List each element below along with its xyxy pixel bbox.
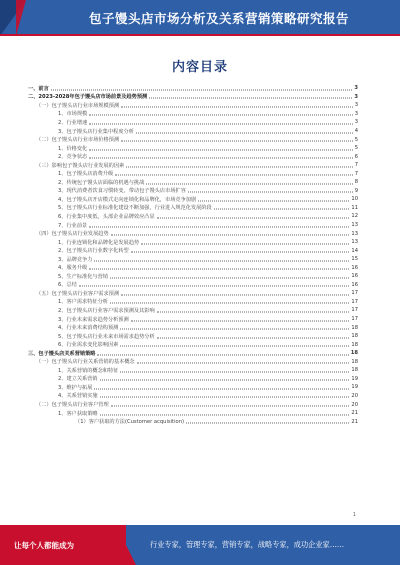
footer-slant-decoration	[116, 525, 136, 565]
toc-entry-label: 6、行业集中度低，头部企业品牌效应凸显	[58, 213, 155, 220]
toc-entry-label: （四）包子馒头店行业发展趋势	[36, 231, 109, 238]
toc-entry[interactable]	[28, 383, 358, 392]
toc-entry-page: 18	[351, 324, 358, 331]
toc-entry-page: 20	[351, 392, 358, 399]
toc-entry-label: （一）包子馒头店行业关系营销的基本概念	[36, 359, 135, 366]
toc-entry-label: 3、品牌竞争力	[58, 256, 93, 263]
toc-entry-page: 16	[351, 264, 358, 271]
toc-entry-label: 4、行业未来消费结构预测	[58, 325, 119, 332]
toc-entry[interactable]	[28, 144, 358, 153]
toc-entry-label: 5、生产标准化与营销	[58, 273, 108, 280]
toc-entry-page: 7	[354, 170, 358, 177]
toc-entry-label: 5、包子馒头店行业未来市场需求趋势分析	[58, 333, 155, 340]
toc-leader-dots	[89, 115, 352, 116]
toc-leader-dots	[131, 320, 350, 321]
toc-entry-page: 21	[351, 410, 358, 417]
toc-entry-page: 6	[354, 153, 358, 160]
toc-entry[interactable]	[28, 409, 358, 418]
toc-entry[interactable]	[28, 366, 358, 375]
toc-entry[interactable]	[28, 195, 358, 204]
toc-entry-page: 13	[351, 239, 358, 246]
toc-entry[interactable]	[28, 212, 358, 221]
toc-entry[interactable]	[28, 306, 358, 315]
toc-leader-dots	[146, 183, 352, 184]
toc-entry-page: 17	[351, 307, 358, 314]
toc-entry-page: 3	[354, 85, 358, 92]
toc-entry-page: 16	[351, 273, 358, 280]
toc-leader-dots	[110, 303, 349, 304]
toc-entry[interactable]	[28, 358, 358, 367]
toc-leader-dots	[120, 371, 349, 372]
toc-entry[interactable]	[28, 340, 358, 349]
toc-entry-page: 14	[351, 247, 358, 254]
toc-leader-dots	[89, 123, 352, 124]
toc-entry[interactable]	[28, 187, 358, 196]
toc-leader-dots	[149, 98, 352, 99]
document-title: 包子馒头店市场分析及关系营销策略研究报告	[88, 11, 349, 26]
toc-leader-dots	[111, 406, 350, 407]
toc-entry-label: 1、市场规模	[58, 111, 88, 118]
toc-entry[interactable]	[28, 110, 358, 119]
toc-entry[interactable]	[28, 298, 358, 307]
toc-entry[interactable]	[28, 246, 358, 255]
toc-entry-page: 7	[354, 162, 358, 169]
toc-leader-dots	[121, 141, 353, 142]
toc-leader-dots	[100, 397, 350, 398]
toc-leader-dots	[89, 226, 349, 227]
toc-entry-page: 19	[351, 384, 358, 391]
toc-entry-page: 21	[351, 418, 358, 425]
toc-leader-dots	[188, 192, 353, 193]
toc-entry-page: 17	[351, 290, 358, 297]
toc-entry[interactable]	[28, 229, 358, 238]
toc-entry-page: 3	[354, 102, 358, 109]
toc-leader-dots	[110, 277, 349, 278]
toc-leader-dots	[126, 166, 352, 167]
toc-leader-dots	[89, 158, 352, 159]
toc-entry[interactable]	[28, 289, 358, 298]
toc-entry[interactable]	[28, 204, 358, 213]
toc-leader-dots	[121, 294, 349, 295]
toc-entry-label: （一）包子馒头店行业市场规模预测	[36, 102, 120, 109]
toc-entry-page: 13	[351, 222, 358, 229]
toc-entry-page: 18	[351, 341, 358, 348]
toc-entry-label: 5、包子馒头店行业标准化建设不断加强，行业进入规范化发展阶段	[58, 205, 212, 212]
toc-entry[interactable]	[28, 315, 358, 324]
toc-entry-label: 4、服务升级	[58, 265, 88, 272]
toc-entry-page: 19	[351, 375, 358, 382]
footer-slogan: 让每个人都能成为	[14, 541, 74, 550]
toc-entry-page: 5	[354, 145, 358, 152]
toc-entry-label: 3、包子馒头店行业集中程度分析	[58, 128, 134, 135]
toc-entry[interactable]	[28, 221, 358, 230]
toc-entry-label: （三）影响包子馒头店行业发展的因素	[36, 162, 125, 169]
toc-entry[interactable]	[28, 118, 358, 127]
toc-entry[interactable]	[28, 392, 358, 401]
toc-entry-label: 3、现代消费者饮食习惯转变，带动包子馒头店市场扩容	[58, 188, 186, 195]
toc-leader-dots	[121, 106, 353, 107]
toc-entry-page: 10	[351, 196, 358, 203]
toc-entry[interactable]	[28, 178, 358, 187]
toc-entry[interactable]	[28, 375, 358, 384]
header-banner	[0, 0, 400, 36]
toc-entry-label: 4、关系营销实施	[58, 393, 98, 400]
toc-entry-page: 8	[354, 179, 358, 186]
toc-entry[interactable]	[28, 332, 358, 341]
toc-entry-label: 2、包子馒头店行业数字化转型	[58, 248, 129, 255]
toc-entry[interactable]	[28, 417, 358, 426]
toc-entry-page: 3	[354, 110, 358, 117]
toc-leader-dots	[100, 414, 350, 415]
toc-entry-page: 4	[354, 128, 358, 134]
toc-entry-page: 18	[350, 350, 358, 357]
toc-entry-page: 18	[351, 367, 358, 374]
toc-entry-label: （二）包子馒头店行业市场价格预测	[36, 137, 120, 144]
toc-entry-label: 4、包子馒头店开店模式走向连锁化和品牌化，市场竞争加剧	[58, 196, 197, 203]
toc-leader-dots	[131, 252, 350, 253]
toc-leader-dots	[157, 311, 350, 312]
toc-leader-dots	[198, 200, 349, 201]
toc-entry[interactable]	[28, 152, 358, 161]
toc-entry[interactable]	[28, 135, 358, 144]
header-divider	[0, 34, 400, 36]
toc-entry[interactable]	[28, 400, 358, 409]
toc-entry-label: 3、行业未来需求趋势分析预测	[58, 316, 129, 323]
toc-entry[interactable]	[28, 84, 358, 93]
toc-leader-dots	[141, 243, 349, 244]
toc-leader-dots	[157, 337, 350, 338]
toc-entry[interactable]	[28, 161, 358, 170]
toc-leader-dots	[137, 363, 350, 364]
toc-leader-dots	[89, 269, 349, 270]
toc-entry-label: 2、建立关系营销	[58, 376, 98, 383]
toc-leader-dots	[136, 132, 353, 133]
toc-leader-dots	[120, 346, 349, 347]
toc-leader-dots	[120, 329, 349, 330]
toc-entry-label: 三、包子馒头店关系营销策略	[28, 350, 96, 357]
toc-leader-dots	[157, 217, 350, 218]
toc-entry-page: 16	[351, 281, 358, 288]
header-accent-decoration	[16, 0, 26, 36]
toc-entry[interactable]	[28, 323, 358, 332]
toc-leader-dots	[111, 235, 350, 236]
toc-entry-page: 18	[351, 333, 358, 340]
toc-entry-page: 13	[351, 230, 358, 237]
toc-entry-page: 17	[351, 298, 358, 305]
toc-entry[interactable]	[28, 127, 358, 136]
footer-banner	[0, 525, 400, 565]
toc-entry-label: 1、客户需求特征分析	[58, 299, 108, 306]
toc-entry-label: 3、维护与拓展	[58, 384, 93, 391]
toc-leader-dots	[79, 286, 350, 287]
toc-entry-label: 2、行业增速	[58, 119, 88, 126]
toc-entry-label: 2、包子馒头店行业客户需求预测及其影响	[58, 307, 155, 314]
toc-entry-page: 17	[351, 316, 358, 323]
toc-entry-label: 1、包子馒头店消费升级	[58, 171, 114, 178]
toc-entry-page: 12	[351, 213, 358, 220]
toc-entry[interactable]	[28, 169, 358, 178]
toc-entry-page: 15	[351, 256, 358, 263]
toc-entry-label: 7、行业前景	[58, 222, 88, 229]
page-number: 1	[352, 512, 356, 518]
toc-entry[interactable]	[28, 281, 358, 290]
toc-leader-dots	[100, 380, 350, 381]
toc-entry-label: 1、客户获取策略	[58, 410, 98, 417]
toc-entry-label: （二）包子馒头店行业客户管理	[36, 402, 109, 408]
toc-leader-dots	[97, 354, 348, 355]
toc-entry-page: 18	[351, 358, 358, 365]
toc-heading: 内容目录	[171, 60, 228, 75]
toc-entry-page: 3	[354, 93, 358, 100]
toc-entry-page: 20	[351, 401, 358, 408]
table-of-contents	[28, 84, 358, 426]
toc-entry[interactable]	[28, 101, 358, 110]
toc-entry[interactable]	[28, 93, 358, 102]
toc-entry[interactable]	[28, 238, 358, 247]
toc-entry-label: （五）包子馒头店行业客户需求预测	[36, 290, 120, 297]
toc-entry-label: 6、总结	[58, 282, 77, 289]
toc-entry-label: 一、前言	[28, 85, 49, 92]
toc-leader-dots	[94, 260, 349, 261]
toc-entry-label: 2、竞争状态	[58, 154, 88, 161]
toc-leader-dots	[115, 175, 353, 176]
toc-entry-label: 1、关系营销的概念和特征	[58, 367, 119, 374]
toc-entry[interactable]	[28, 272, 358, 281]
toc-entry-page: 3	[354, 119, 358, 126]
toc-entry-label: （1）客户获取的方法(Customer acquisition)	[75, 419, 185, 426]
toc-entry[interactable]	[28, 349, 358, 358]
toc-entry-label: 1、价格变化	[58, 145, 88, 152]
toc-leader-dots	[94, 388, 349, 389]
toc-entry-page: 11	[351, 204, 358, 211]
toc-entry[interactable]	[28, 255, 358, 264]
toc-leader-dots	[51, 89, 353, 90]
toc-leader-dots	[214, 209, 350, 210]
toc-entry-page: 9	[354, 187, 358, 194]
toc-leader-dots	[186, 423, 349, 424]
toc-entry[interactable]	[28, 263, 358, 272]
toc-entry-label: 二、2023-2028年包子馒头店市场前景及趋势预测	[28, 94, 148, 101]
toc-entry-page: 5	[354, 136, 358, 143]
toc-entry-label: 1、行业连锁化和品牌化是发展趋势	[58, 239, 140, 246]
toc-leader-dots	[89, 149, 352, 150]
footer-tagline: 行业专家，管理专家，营销专家，战略专家，成功企业家……	[150, 540, 345, 549]
toc-entry-label: 2、传统包子馒头店面临的机遇与挑战	[58, 179, 145, 186]
toc-entry-label: 6、行业需求变化影响因素	[58, 342, 119, 349]
